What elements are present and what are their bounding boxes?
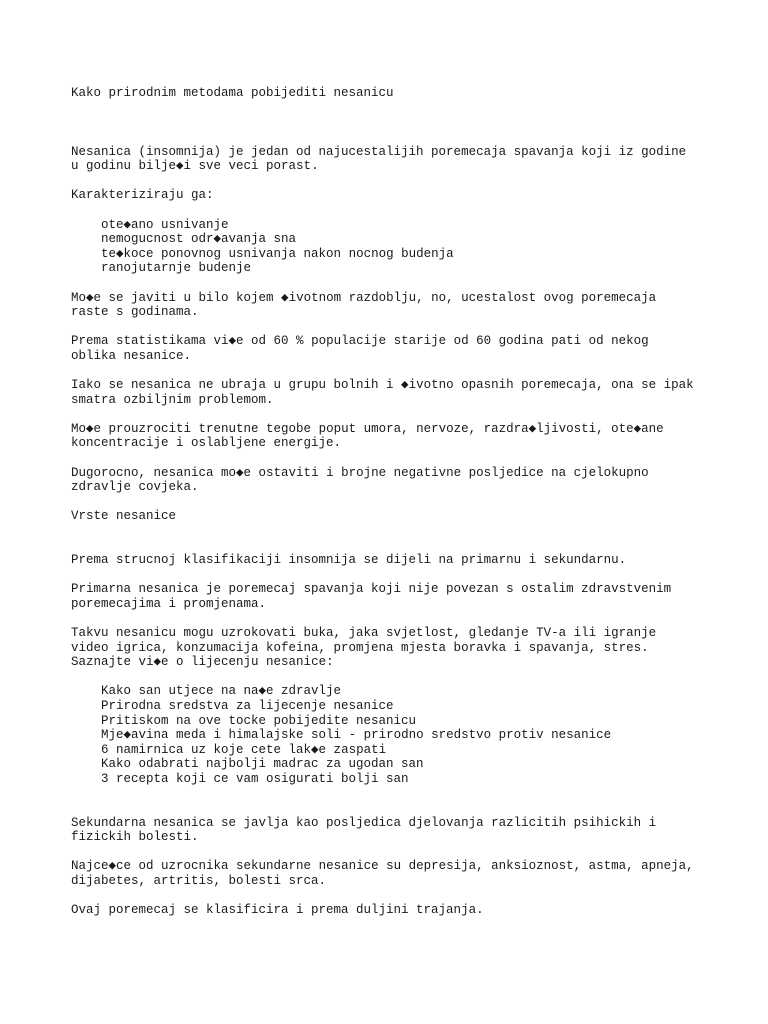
text-line: koncentracije i oslabljene energije.	[71, 436, 342, 451]
duration-paragraph	[71, 903, 731, 918]
text-line: Karakteriziraju ga:	[71, 188, 214, 203]
text-line: u godinu bilje◆i sve veci porast.	[71, 159, 319, 174]
list-item: ote◆ano usnivanje	[101, 217, 229, 232]
related-link[interactable]: 6 namirnica uz koje cete lak◆e zaspati	[101, 742, 387, 757]
age-paragraph	[71, 291, 731, 320]
text-line: smatra ozbiljnim problemom.	[71, 392, 274, 407]
secondary-causes-paragraph	[71, 859, 731, 888]
text-line: Dugorocno, nesanica mo◆e ostaviti i brojne negativne posljedice na cjelokupno	[71, 465, 649, 480]
text-line: Prema strucnoj klasifikaciji insomnija se dijeli na primarnu i sekundarnu.	[71, 553, 627, 568]
related-links-list	[101, 684, 731, 786]
serious-paragraph	[71, 378, 731, 407]
related-link[interactable]: 3 recepta koji ce vam osigurati bolji san	[101, 771, 409, 786]
text-line: Sekundarna nesanica se javlja kao posljedica djelovanja razlicitih psihickih i	[71, 815, 657, 830]
text-line: Najce◆ce od uzrocnika sekundarne nesanice su depresija, anksioznost, astma, apneja,	[71, 859, 694, 874]
text-line: Takvu nesanicu mogu uzrokovati buka, jaka svjetlost, gledanje TV-a ili igranje	[71, 626, 657, 640]
text-line: Primarna nesanica je poremecaj spavanja koji nije povezan s ostalim zdravstvenim	[71, 582, 672, 597]
list-item: te◆koce ponovnog usnivanja nakon nocnog budenja	[101, 246, 454, 261]
related-link[interactable]: Kako odabrati najbolji madrac za ugodan san	[101, 757, 424, 772]
primary-paragraph	[71, 582, 731, 611]
document-page	[71, 86, 731, 932]
text-line: Mo◆e se javiti u bilo kojem ◆ivotnom razdoblju, no, ucestalost ovog poremecaja	[71, 290, 657, 305]
section-heading-types: Vrste nesanice	[71, 509, 177, 524]
causes-paragraph	[71, 626, 731, 670]
text-line: video igrica, konzumacija kofeina, promjena mjesta boravka i spavanja, stres.	[71, 640, 649, 655]
text-line: raste s godinama.	[71, 305, 199, 320]
related-link[interactable]: Kako san utjece na na◆e zdravlje	[101, 684, 342, 699]
related-link[interactable]: Prirodna sredstva za lijecenje nesanice	[101, 698, 394, 713]
text-line: zdravlje covjeka.	[71, 480, 199, 495]
text-line: dijabetes, artritis, bolesti srca.	[71, 873, 327, 888]
related-link[interactable]: Mje◆avina meda i himalajske soli - prirodno sredstvo protiv nesanice	[101, 728, 612, 743]
symptoms-list	[101, 218, 731, 276]
statistics-paragraph	[71, 334, 731, 363]
list-item: nemogucnost odr◆avanja sna	[101, 232, 297, 247]
text-line: Iako se nesanica ne ubraja u grupu bolnih i ◆ivotno opasnih poremecaja, ona se ipak	[71, 378, 694, 393]
effects-paragraph	[71, 422, 731, 451]
characterized-label	[71, 188, 731, 203]
text-line: oblika nesanice.	[71, 348, 192, 363]
text-line: Prema statistikama vi◆e od 60 % populacije starije od 60 godina pati od nekog	[71, 334, 649, 349]
longterm-paragraph	[71, 466, 731, 495]
list-item: ranojutarnje budenje	[101, 261, 252, 276]
intro-paragraph	[71, 145, 731, 174]
text-line: Ovaj poremecaj se klasificira i prema duljini trajanja.	[71, 903, 484, 918]
text-line: poremecajima i promjenama.	[71, 596, 267, 611]
related-link[interactable]: Pritiskom na ove tocke pobijedite nesanicu	[101, 713, 417, 728]
secondary-paragraph	[71, 816, 731, 845]
text-line: Mo◆e prouzrociti trenutne tegobe poput umora, nervoze, razdra◆ljivosti, ote◆ane	[71, 421, 664, 436]
text-line: Nesanica (insomnija) je jedan od najucestalijih poremecaja spavanja koji iz godine	[71, 144, 687, 159]
document-title: Kako prirodnim metodama pobijediti nesanicu	[71, 86, 394, 100]
classification-paragraph	[71, 553, 731, 568]
text-line: Saznajte vi◆e o lijecenju nesanice:	[71, 655, 334, 670]
text-line: fizickih bolesti.	[71, 830, 199, 845]
